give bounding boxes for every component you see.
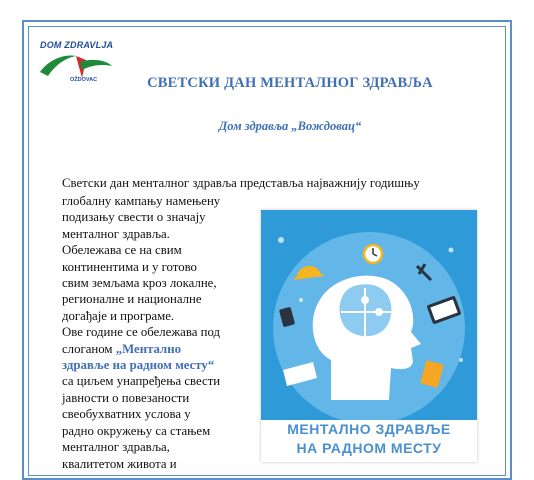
body-line: Ове године се обележава под [62, 325, 220, 340]
body-line: догађаје и програме. [62, 308, 175, 323]
poster-caption [261, 420, 477, 458]
body-line: глобалну кампању намењену [62, 194, 221, 208]
body-paragraph [62, 193, 242, 472]
body-line: Обележава се на свим [62, 243, 182, 258]
logo-subtext: OŽDOVAC [70, 77, 98, 83]
logo-name: DOM ZDRAVLJA [40, 40, 114, 50]
page-subtitle: Дом здравља „Вождовац“ [218, 119, 362, 133]
body-line: свеобухватних услова у [62, 407, 191, 422]
body-line: јавности о повезаности [62, 390, 190, 405]
body-line: радно окружењу са стањем [62, 423, 211, 438]
body-line: подизању свести о значају [62, 210, 206, 225]
body-line: регионалне и националне [62, 292, 202, 307]
poster-caption-line: НА РАДНОМ МЕСТУ [296, 440, 442, 456]
slogan-text: „Ментално [115, 341, 181, 356]
slogan-text-cont: здравље на радном месту“ [62, 358, 215, 373]
body-line: са циљем унапређења свести [62, 374, 221, 389]
body-line: квалитетом живота и [62, 456, 177, 471]
body-line: менталног здравља. [62, 226, 170, 241]
page-title: СВЕТСКИ ДАН МЕНТАЛНОГ ЗДРАВЉА [147, 75, 433, 91]
body-line: свим земљама кроз локалне, [62, 276, 217, 291]
poster-illustration [261, 210, 477, 420]
body-line: менталног здравља, [62, 440, 170, 455]
slogan-line [62, 341, 242, 357]
campaign-poster [261, 210, 477, 462]
poster-caption-line: МЕНТАЛНО ЗДРАВЉЕ [287, 421, 451, 437]
body-line: континентима и у готово [62, 259, 197, 274]
slogan-prefix: слоганом [62, 341, 116, 356]
body-first-line: Светски дан менталног здравља представља најважнију годишњу [62, 176, 420, 190]
